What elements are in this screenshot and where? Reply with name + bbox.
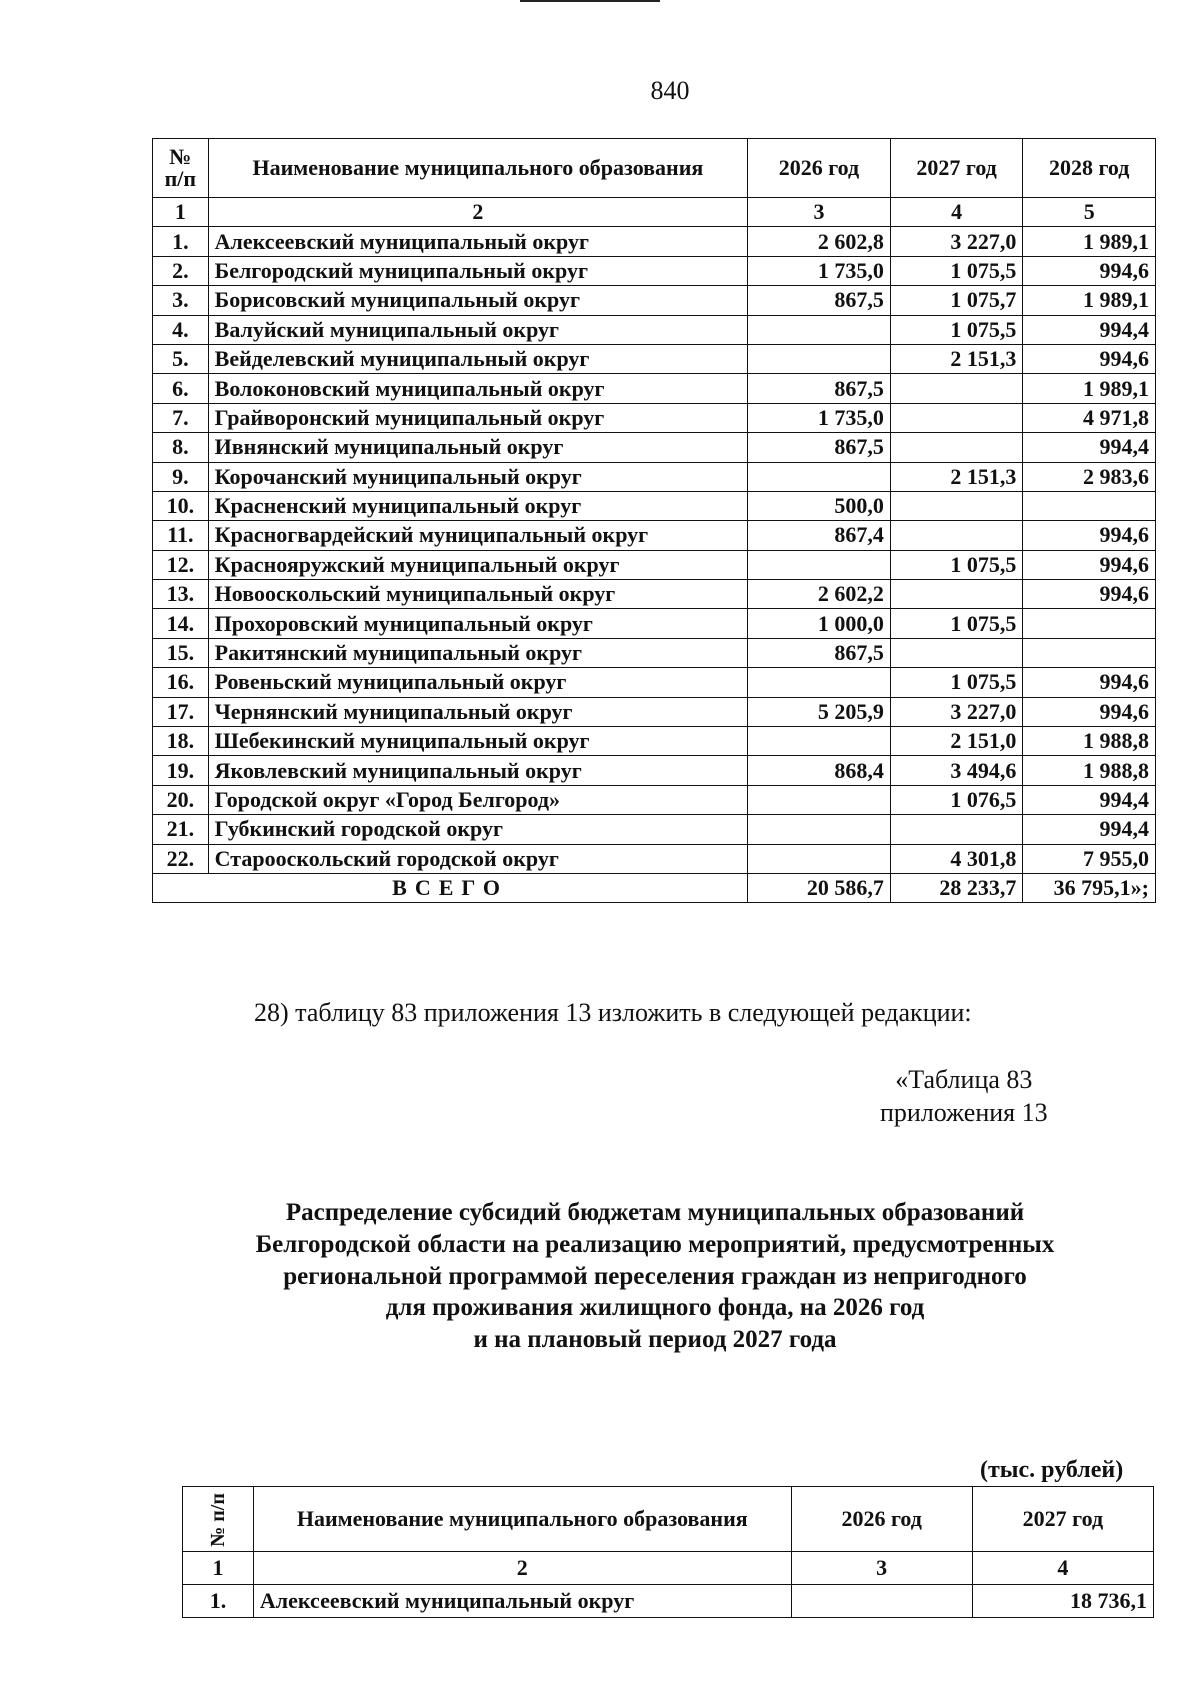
municipality-name: Красненский муниципальный округ <box>208 491 747 520</box>
index-cell: 1 <box>183 1552 254 1585</box>
value-2026: 1 000,0 <box>748 609 891 638</box>
value-2026: 2 602,8 <box>748 227 891 256</box>
value-2026: 867,4 <box>748 521 891 550</box>
row-number: 1. <box>183 1585 254 1618</box>
value-2026: 867,5 <box>748 433 891 462</box>
subsidy-table-continued <box>152 138 1156 903</box>
index-cell: 3 <box>791 1552 972 1585</box>
municipality-name: Чернянский муниципальный округ <box>208 697 747 726</box>
value-2028: 7 955,0 <box>1023 844 1156 873</box>
table-row <box>153 344 1156 373</box>
total-2028: 36 795,1»; <box>1023 873 1156 902</box>
value-2027 <box>890 433 1023 462</box>
value-2027: 1 075,5 <box>890 315 1023 344</box>
table-row <box>153 491 1156 520</box>
value-2028: 1 989,1 <box>1023 286 1156 315</box>
value-2026 <box>748 815 891 844</box>
page-number: 840 <box>650 76 690 105</box>
row-number: 20. <box>153 785 209 814</box>
value-2028: 994,4 <box>1023 315 1156 344</box>
value-2027: 3 227,0 <box>890 227 1023 256</box>
table-ref-line: «Таблица 83 <box>895 1065 1033 1094</box>
table-row <box>153 374 1156 403</box>
row-number: 5. <box>153 344 209 373</box>
index-cell: 5 <box>1023 198 1156 227</box>
value-2027 <box>890 403 1023 432</box>
table-row <box>153 638 1156 667</box>
index-cell: 3 <box>748 198 891 227</box>
value-2028: 994,6 <box>1023 697 1156 726</box>
row-number: 16. <box>153 668 209 697</box>
table-row <box>153 785 1156 814</box>
table-row <box>153 609 1156 638</box>
row-number: 3. <box>153 286 209 315</box>
value-2028: 1 989,1 <box>1023 374 1156 403</box>
row-number: 11. <box>153 521 209 550</box>
value-2026 <box>748 462 891 491</box>
value-2027: 1 075,5 <box>890 668 1023 697</box>
municipality-name: Яковлевский муниципальный округ <box>208 756 747 785</box>
value-2027 <box>890 580 1023 609</box>
municipality-name: Ровеньский муниципальный округ <box>208 668 747 697</box>
value-2027: 2 151,3 <box>890 344 1023 373</box>
value-2026 <box>748 844 891 873</box>
amendment-paragraph: 28) таблицу 83 приложения 13 изложить в следующей редакции: <box>254 998 972 1027</box>
value-2026: 1 735,0 <box>748 256 891 285</box>
value-2028: 994,6 <box>1023 256 1156 285</box>
municipality-name: Борисовский муниципальный округ <box>208 286 747 315</box>
row-number: 2. <box>153 256 209 285</box>
table-ref-line: приложения 13 <box>880 1097 1048 1127</box>
header-2027: 2027 год <box>972 1487 1153 1552</box>
row-number: 15. <box>153 638 209 667</box>
value-2027: 2 151,0 <box>890 727 1023 756</box>
municipality-name: Губкинский городской округ <box>208 815 747 844</box>
value-2028 <box>1023 609 1156 638</box>
value-2027 <box>890 638 1023 667</box>
value-2026 <box>748 315 891 344</box>
table-row <box>153 315 1156 344</box>
row-number: 10. <box>153 491 209 520</box>
value-2026 <box>748 550 891 579</box>
index-cell: 4 <box>972 1552 1153 1585</box>
value-2027: 1 076,5 <box>890 785 1023 814</box>
municipality-name: Вейделевский муниципальный округ <box>208 344 747 373</box>
value-2028: 994,6 <box>1023 668 1156 697</box>
heading-line: Распределение субсидий бюджетам муниципальных образований <box>285 1199 1025 1226</box>
municipality-name: Алексеевский муниципальный округ <box>253 1585 791 1618</box>
table-row <box>183 1585 1154 1618</box>
heading-line: региональной программой переселения граждан из непригодного <box>283 1262 1027 1290</box>
row-number: 1. <box>153 227 209 256</box>
total-label: ВСЕГО <box>153 873 748 902</box>
value-2026: 867,5 <box>748 638 891 667</box>
index-cell: 4 <box>890 198 1023 227</box>
value-2027 <box>890 815 1023 844</box>
value-2027 <box>890 491 1023 520</box>
table-row <box>153 433 1156 462</box>
value-2028: 994,6 <box>1023 521 1156 550</box>
table-row <box>153 668 1156 697</box>
value-2027: 1 075,5 <box>890 609 1023 638</box>
heading-line: для проживания жилищного фонда, на 2026 год <box>385 1294 925 1322</box>
value-2026: 867,5 <box>748 374 891 403</box>
municipality-name: Краснояружский муниципальный округ <box>208 550 747 579</box>
municipality-name: Прохоровский муниципальный округ <box>208 609 747 638</box>
value-2028: 994,4 <box>1023 433 1156 462</box>
value-2028 <box>1023 491 1156 520</box>
column-index-row <box>183 1552 1154 1585</box>
row-number: 13. <box>153 580 209 609</box>
municipality-name: Волоконовский муниципальный округ <box>208 374 747 403</box>
row-number: 6. <box>153 374 209 403</box>
value-2028: 994,6 <box>1023 344 1156 373</box>
value-2028: 994,6 <box>1023 580 1156 609</box>
municipality-name: Грайворонский муниципальный округ <box>208 403 747 432</box>
row-number: 14. <box>153 609 209 638</box>
municipality-name: Валуйский муниципальный округ <box>208 315 747 344</box>
value-2028: 994,4 <box>1023 815 1156 844</box>
table-row <box>153 521 1156 550</box>
header-num: № п/п <box>153 139 209 198</box>
table-header-row <box>183 1487 1154 1552</box>
value-2027 <box>890 521 1023 550</box>
value-2028: 1 988,8 <box>1023 756 1156 785</box>
table-row <box>153 697 1156 726</box>
table-row <box>153 286 1156 315</box>
header-num <box>183 1487 254 1552</box>
index-cell: 2 <box>253 1552 791 1585</box>
row-number: 21. <box>153 815 209 844</box>
value-2027: 4 301,8 <box>890 844 1023 873</box>
table-row <box>153 727 1156 756</box>
row-number: 22. <box>153 844 209 873</box>
unit-note: (тыс. рублей) <box>980 1457 1124 1483</box>
value-2028 <box>1023 638 1156 667</box>
municipality-name: Красногвардейский муниципальный округ <box>208 521 747 550</box>
header-num-text: № п/п <box>206 1493 229 1547</box>
header-2026: 2026 год <box>748 139 891 198</box>
heading-line: и на плановый период 2027 года <box>473 1326 837 1353</box>
value-2028: 1 988,8 <box>1023 727 1156 756</box>
header-2028: 2028 год <box>1023 139 1156 198</box>
table-row <box>153 462 1156 491</box>
index-cell: 1 <box>153 198 209 227</box>
value-2028: 1 989,1 <box>1023 227 1156 256</box>
value-2026: 5 205,9 <box>748 697 891 726</box>
value-2027: 1 075,5 <box>890 256 1023 285</box>
value-2026 <box>748 785 891 814</box>
table-heading <box>150 1197 1160 1356</box>
municipality-name: Ивнянский муниципальный округ <box>208 433 747 462</box>
value-2026 <box>748 344 891 373</box>
table-row <box>153 227 1156 256</box>
row-number: 8. <box>153 433 209 462</box>
value-2026: 868,4 <box>748 756 891 785</box>
municipality-name: Городской округ «Город Белгород» <box>208 785 747 814</box>
subsidy-table-83 <box>182 1486 1154 1618</box>
table-reference <box>880 1064 1048 1129</box>
table-row <box>153 256 1156 285</box>
value-2027: 3 227,0 <box>890 697 1023 726</box>
municipality-name: Корочанский муниципальный округ <box>208 462 747 491</box>
table-row <box>153 844 1156 873</box>
table-row <box>153 550 1156 579</box>
table-row <box>153 580 1156 609</box>
value-2028: 994,4 <box>1023 785 1156 814</box>
value-2027: 2 151,3 <box>890 462 1023 491</box>
header-2027: 2027 год <box>890 139 1023 198</box>
row-number: 18. <box>153 727 209 756</box>
value-2027: 3 494,6 <box>890 756 1023 785</box>
municipality-name: Старооскольский городской округ <box>208 844 747 873</box>
row-number: 12. <box>153 550 209 579</box>
heading-line: Белгородской области на реализацию мероприятий, предусмотренных <box>255 1230 1055 1258</box>
value-2027: 18 736,1 <box>972 1585 1153 1618</box>
value-2027 <box>890 374 1023 403</box>
value-2026 <box>748 668 891 697</box>
table-header-row <box>153 139 1156 198</box>
row-number: 17. <box>153 697 209 726</box>
row-number: 19. <box>153 756 209 785</box>
row-number: 9. <box>153 462 209 491</box>
value-2028: 2 983,6 <box>1023 462 1156 491</box>
value-2026 <box>748 727 891 756</box>
municipality-name: Алексеевский муниципальный округ <box>208 227 747 256</box>
row-number: 4. <box>153 315 209 344</box>
municipality-name: Шебекинский муниципальный округ <box>208 727 747 756</box>
value-2026: 2 602,2 <box>748 580 891 609</box>
value-2026 <box>791 1585 972 1618</box>
municipality-name: Ракитянский муниципальный округ <box>208 638 747 667</box>
header-name: Наименование муниципального образования <box>253 1487 791 1552</box>
value-2027: 1 075,5 <box>890 550 1023 579</box>
total-row <box>153 873 1156 902</box>
municipality-name: Белгородский муниципальный округ <box>208 256 747 285</box>
top-rule <box>520 0 660 2</box>
total-2027: 28 233,7 <box>890 873 1023 902</box>
header-2026: 2026 год <box>791 1487 972 1552</box>
total-2026: 20 586,7 <box>748 873 891 902</box>
municipality-name: Новооскольский муниципальный округ <box>208 580 747 609</box>
table-row <box>153 815 1156 844</box>
column-index-row <box>153 198 1156 227</box>
value-2026: 500,0 <box>748 491 891 520</box>
value-2026: 867,5 <box>748 286 891 315</box>
value-2028: 994,6 <box>1023 550 1156 579</box>
table-row <box>153 403 1156 432</box>
index-cell: 2 <box>208 198 747 227</box>
value-2026: 1 735,0 <box>748 403 891 432</box>
value-2028: 4 971,8 <box>1023 403 1156 432</box>
row-number: 7. <box>153 403 209 432</box>
header-name: Наименование муниципального образования <box>208 139 747 198</box>
table-row <box>153 756 1156 785</box>
value-2027: 1 075,7 <box>890 286 1023 315</box>
